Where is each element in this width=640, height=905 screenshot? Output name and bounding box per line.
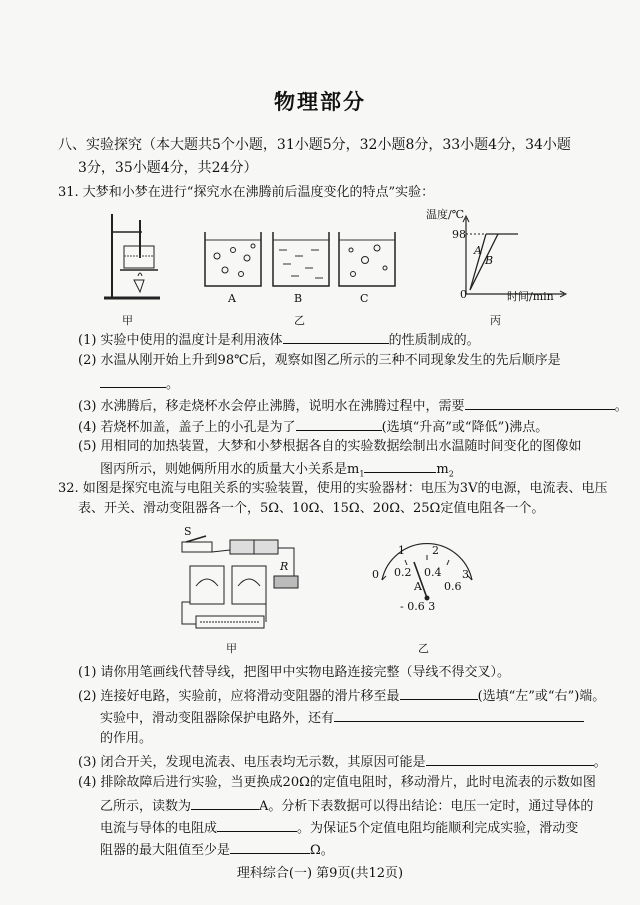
- resistor-label-r: R: [280, 560, 289, 573]
- graph-line-a: A: [474, 244, 482, 257]
- fig-label-bing: 丙: [490, 314, 501, 327]
- q32-item-1: (1) 请你用笔画线代替导线，把图甲中实物电路连接完整（导线不得交叉）。: [78, 665, 511, 680]
- q31-apparatus-figure: [100, 210, 170, 306]
- q32-item-2-end: 的作用。: [100, 731, 153, 746]
- q31-item-5: (5) 用相同的加热装置，大梦和小梦根据各自的实验数据绘制出水温随时间变化的图像如: [78, 439, 582, 454]
- meter-sub-0-4: 0.4: [424, 566, 442, 579]
- meter-tick-2: 2: [432, 544, 439, 557]
- page-footer: 理科综合(一) 第9页(共12页): [236, 866, 404, 881]
- meter-tick-3: 3: [462, 568, 469, 581]
- meter-unit: A: [414, 580, 422, 593]
- section-heading-2: 3分，35小题4分，共24分）: [78, 160, 258, 176]
- q32-item-2-cont: 实验中，滑动变阻器除保护电路外，还有: [100, 708, 584, 728]
- q31-stem: 31. 大梦和小梦在进行“探究水在沸腾前后温度变化的特点”实验：: [58, 185, 435, 200]
- meter-tick-1: 1: [398, 544, 405, 557]
- beaker-label-a: A: [228, 292, 236, 305]
- fig-label-jia-2: 甲: [226, 642, 237, 655]
- beakers-figure: [203, 228, 403, 290]
- q31-item-3: (3) 水沸腾后，移走烧杯水会停止沸腾，说明水在沸腾过程中，需要 。: [78, 396, 628, 416]
- graph-ytick-98: 98: [452, 228, 466, 241]
- beaker-label-c: C: [360, 292, 369, 305]
- fig-label-yi: 乙: [294, 314, 305, 327]
- q32-item-4: (4) 排除故障后进行实验，当更换成20Ω的定值电阻时，移动滑片，此时电流表的示数如图: [78, 775, 596, 790]
- q31-item-1: (1) 实验中使用的温度计是利用液体 的性质制成的。: [78, 330, 480, 350]
- q32-item-3: (3) 闭合开关，发现电流表、电压表均无示数，其原因可能是 。: [78, 752, 607, 772]
- graph-line-b: B: [485, 254, 494, 267]
- q32-item-2: (2) 连接好电路，实验前，应将滑动变阻器的滑片移至最 (选填“左”或“右”)端。: [78, 686, 605, 706]
- q31-item-2-answer: 。: [100, 374, 179, 394]
- q32-item-4-cont: 乙所示，读数为 A。分析下表数据可以得出结论：电压一定时，通过导体的: [100, 796, 593, 816]
- circuit-figure: [170, 532, 310, 638]
- beaker-label-b: B: [294, 292, 303, 305]
- fig-label-yi-2: 乙: [418, 642, 429, 655]
- q32-item-4-end: 阻器的最大阻值至少是 Ω。: [100, 840, 334, 860]
- q32-stem-2: 表、开关、滑动变阻器各一个，5Ω、10Ω、15Ω、20Ω、25Ω定值电阻各一个。: [78, 501, 545, 516]
- q31-item-2: (2) 水温从刚开始上升到98℃后，观察如图乙所示的三种不同现象发生的先后顺序是: [78, 353, 561, 368]
- q31-item-5-cont: 图丙所示，则她俩所用水的质量大小关系是$m_1$ $m_2$: [100, 459, 454, 484]
- q32-item-4-cont2: 电流与导体的电阻成 。为保证5个定值电阻均能顺利完成实验，滑动变: [100, 818, 578, 838]
- fig-label-jia: 甲: [122, 314, 133, 327]
- q31-item-4: (4) 若烧杯加盖，盖子上的小孔是为了 (选填“升高”或“降低”)沸点。: [78, 417, 548, 437]
- graph-origin: 0: [460, 288, 467, 301]
- graph-xlabel: 时间/min: [507, 290, 554, 303]
- meter-sub-0-2: 0.2: [394, 566, 412, 579]
- graph-ylabel: 温度/℃: [426, 208, 465, 221]
- meter-terminals: - 0.6 3: [400, 600, 436, 613]
- q32-stem-1: 32. 如图是探究电流与电阻关系的实验装置，使用的实验器材：电压为3V的电源，电流表、电压: [58, 481, 608, 496]
- section-heading-1: 八、实验探究（本大题共5个小题，31小题5分，32小题8分，33小题4分，34小题: [58, 137, 571, 153]
- switch-label-s: S: [184, 525, 192, 538]
- page-title: 物理部分: [274, 89, 366, 114]
- meter-sub-0-6: 0.6: [444, 580, 462, 593]
- meter-tick-0: 0: [372, 568, 379, 581]
